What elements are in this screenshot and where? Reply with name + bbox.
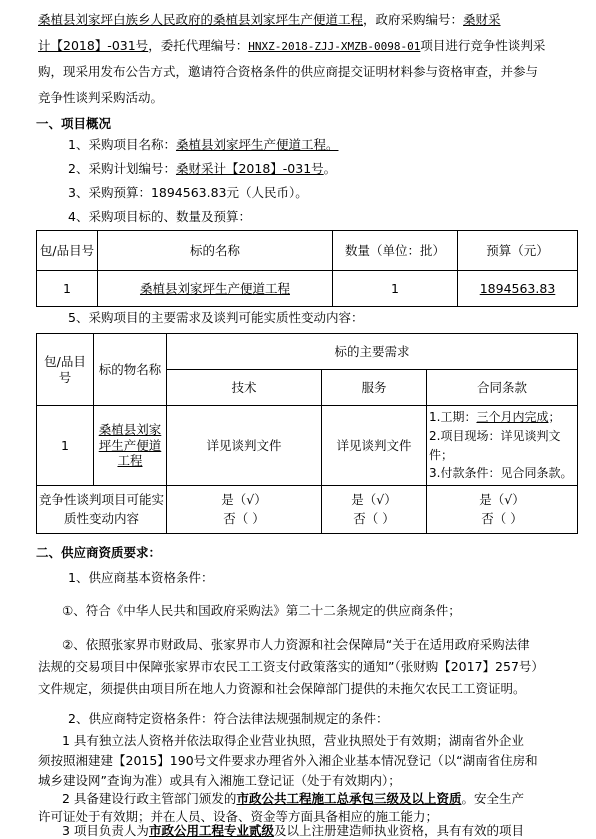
condition-1: ①、符合《中华人民共和国政府采购法》第二十二条规定的供应商条件； xyxy=(62,603,461,618)
budget-text: 1894563.83 xyxy=(479,280,556,296)
change-service xyxy=(322,486,427,534)
intro-line-1 xyxy=(38,12,578,28)
specific-conditions-heading: 2、供应商特定资格条件：符合法律法规强制规定的条件： xyxy=(68,711,389,726)
intro-text: ，政府采购编号： xyxy=(363,12,464,27)
cell-quantity: 1 xyxy=(333,271,458,307)
item3: 3、采购预算：1894563.83元（人民币）。 xyxy=(68,185,308,200)
cell-service: 详见谈判文件 xyxy=(322,406,427,486)
header-quantity: 数量（单位：批） xyxy=(333,231,458,271)
qualification-level: 市政公共工程施工总承包三级及以上资质 xyxy=(236,791,462,806)
header-item-name: 标的物名称 xyxy=(94,334,167,406)
specific-1-line-1: 1 具有独立法人资格并依法取得企业营业执照，营业执照处于有效期；湖南省外企业 xyxy=(62,733,524,748)
yes-option: 是（√） xyxy=(351,492,397,508)
header-package: 包/品目号 xyxy=(37,231,98,271)
specific-2-line-1 xyxy=(62,791,596,807)
condition-2-line-1: ②、依照张家界市财政局、张家界市人力资源和社会保障局“关于在适用政府采购法律 xyxy=(62,637,530,652)
item-name-text: 桑植县刘家坪生产便道工程 xyxy=(139,280,290,296)
item2-label: 2、采购计划编号： xyxy=(68,161,176,176)
condition-2-line-2: 法规的交易项目中保障张家界市农民工工资支付政策落实的通知”（张财购【2017】257号） xyxy=(38,659,544,674)
requirements-table xyxy=(36,333,578,534)
cell-package: 1 xyxy=(37,271,98,307)
no-option: 否（ ） xyxy=(223,510,265,526)
term-tail: ； xyxy=(548,410,561,425)
header-package: 包/品目号 xyxy=(37,334,94,406)
no-option: 否（ ） xyxy=(353,510,395,526)
intro-line-3: 购，现采用发布公告方式，邀请符合资格条件的供应商提交证明材料参与资格审查，并参与 xyxy=(38,64,539,79)
section2-title: 二、供应商资质要求： xyxy=(36,545,162,560)
basic-conditions-heading: 1、供应商基本资格条件： xyxy=(68,570,214,585)
section1-title: 一、项目概况 xyxy=(36,116,112,131)
item1 xyxy=(68,137,596,153)
item2 xyxy=(68,161,596,177)
cell-budget xyxy=(458,271,578,307)
cell-technical: 详见谈判文件 xyxy=(167,406,322,486)
specific-2-text: 2 具备建设行政主管部门颁发的 xyxy=(62,791,237,806)
budget-table xyxy=(36,230,578,307)
specific-2-tail: 。安全生产 xyxy=(461,791,524,806)
item1-label: 1、采购项目名称： xyxy=(68,137,176,152)
header-technical: 技术 xyxy=(167,370,322,406)
procurement-number-b: 计【2018】-031号 xyxy=(38,38,149,53)
header-main-requirements: 标的主要需求 xyxy=(167,334,578,370)
yes-option: 是（√） xyxy=(479,492,525,508)
specific-3-text: 3 项目负责人为 xyxy=(62,823,149,838)
item2-tail: 。 xyxy=(323,161,337,176)
specific-1-line-3: 城乡建设网”查询为准）或具有入湘施工登记证（处于有效期内）； xyxy=(38,773,401,788)
item5: 5、采购项目的主要需求及谈判可能实质性变动内容： xyxy=(68,310,364,325)
item2-value: 桑财采计【2018】-031号 xyxy=(175,161,324,176)
contract-term-1 xyxy=(429,408,575,427)
intro-line-2 xyxy=(38,38,578,54)
change-contract xyxy=(427,486,578,534)
constructor-grade: 市政公用工程专业贰级 xyxy=(148,823,274,838)
item4: 4、采购项目标的、数量及预算： xyxy=(68,209,251,224)
contract-term-2: 2.项目现场：详见谈判文件； xyxy=(429,428,561,462)
specific-3-line-1 xyxy=(62,823,596,839)
intro-line-4: 竞争性谈判采购活动。 xyxy=(38,90,164,105)
change-technical xyxy=(167,486,322,534)
specific-2-line-2: 许可证处于有效期；并在人员、设备、资金等方面具备相应的施工能力； xyxy=(38,809,439,824)
term-duration: 三个月内完成 xyxy=(476,410,549,425)
term-label: 1.工期： xyxy=(429,410,477,425)
cell-contract-terms xyxy=(427,406,578,486)
intro-text: ，委托代理编号： xyxy=(148,38,249,53)
header-item-name: 标的名称 xyxy=(98,231,333,271)
contract-term-3: 3.付款条件：见合同条款。 xyxy=(429,466,573,481)
cell-item-name xyxy=(94,406,167,486)
no-option: 否（ ） xyxy=(481,510,523,526)
intro-text: 项目进行竞争性谈判采 xyxy=(420,38,546,53)
item1-value: 桑植县刘家坪生产便道工程。 xyxy=(175,137,339,152)
yes-option: 是（√） xyxy=(221,492,267,508)
agent-number: HNXZ-2018-ZJJ-XMZB-0098-01 xyxy=(248,40,421,53)
item-name-text: 桑植县刘家坪生产便道工程 xyxy=(98,422,162,469)
cell-item-name xyxy=(98,271,333,307)
header-service: 服务 xyxy=(322,370,427,406)
specific-1-line-2: 须按照湘建建【2015】190号文件要求办理省外入湘企业基本情况登记（以“湖南省住房和 xyxy=(38,753,538,768)
procurement-number-a: 桑财采 xyxy=(463,12,501,27)
header-budget: 预算（元） xyxy=(458,231,578,271)
header-contract: 合同条款 xyxy=(427,370,578,406)
specific-3-tail: 及以上注册建造师执业资格，具有有效的项目 xyxy=(273,823,524,838)
cell-package: 1 xyxy=(37,406,94,486)
change-label: 竞争性谈判项目可能实质性变动内容 xyxy=(37,486,167,534)
condition-2-line-3: 文件规定，须提供由项目所在地人力资源和社会保障部门提供的未拖欠农民工工资证明。 xyxy=(38,681,526,696)
project-reference: 桑植县刘家坪白族乡人民政府的桑植县刘家坪生产便道工程 xyxy=(38,12,364,27)
